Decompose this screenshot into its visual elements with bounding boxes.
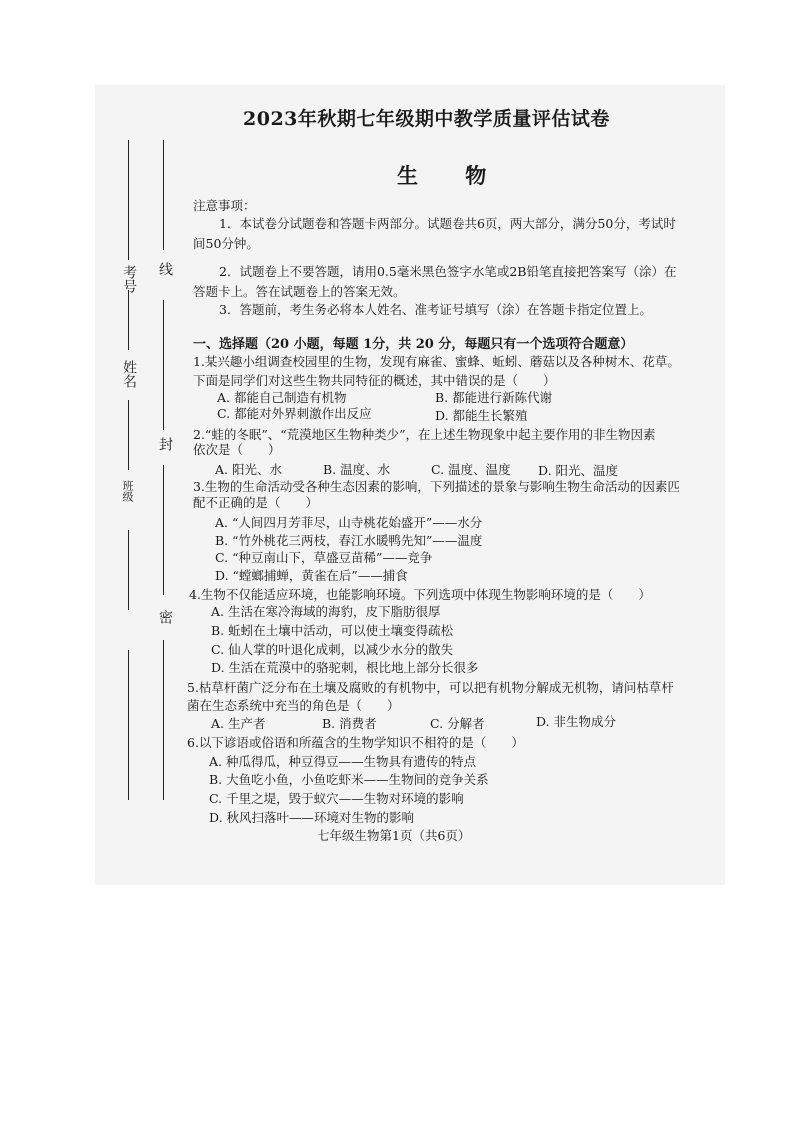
binding-line bbox=[128, 400, 129, 470]
option-c: C. 仙人掌的叶退化成刺，以减少水分的散失 bbox=[211, 642, 454, 657]
binding-line bbox=[163, 300, 164, 430]
question-stem: 3.生物的生命活动受各种生态因素的影响，下列描述的景象与影响生物生命活动的因素匹 bbox=[193, 479, 680, 494]
binding-line bbox=[163, 140, 164, 250]
section-heading: 一、选择题（20 小题，每题 1分，共 20 分，每题只有一个选项符合题意） bbox=[193, 337, 634, 352]
option-c: C. “种豆南山下，草盛豆苗稀”——竞争 bbox=[215, 550, 433, 565]
option-a: A. “人间四月芳菲尽，山寺桃花始盛开”——水分 bbox=[215, 515, 483, 530]
note-line: 1．本试卷分试题卷和答题卡两部分。试题卷共6页，两大部分，满分50分，考试时 bbox=[219, 216, 676, 231]
option-a: A. 都能自己制造有机物 bbox=[217, 390, 347, 405]
binding-line bbox=[163, 640, 164, 800]
option-c: C. 分解者 bbox=[430, 716, 485, 731]
seal-word-line: 线 bbox=[157, 262, 173, 276]
note-line: 间50分钟。 bbox=[193, 236, 259, 251]
binding-line bbox=[163, 465, 164, 595]
option-a: A. 种瓜得瓜，种豆得豆——生物具有遗传的特点 bbox=[209, 754, 476, 769]
option-a: A. 阳光、水 bbox=[215, 462, 282, 477]
binding-line bbox=[128, 650, 129, 800]
seal-word-close: 密 bbox=[157, 610, 173, 624]
notes-heading: 注意事项： bbox=[193, 198, 256, 213]
option-d: D. 都能生长繁殖 bbox=[435, 408, 528, 423]
question-stem: 下面是同学们对这些生物共同特征的概述，其中错误的是（ ） bbox=[193, 373, 556, 388]
option-c: C. 千里之堤，毁于蚁穴——生物对环境的影响 bbox=[209, 791, 464, 806]
binding-line bbox=[128, 530, 129, 610]
page-footer: 七年级生物第1页（共6页） bbox=[317, 828, 471, 843]
question-stem: 2.“蛙的冬眠”、“荒漠地区生物种类少”，在上述生物现象中起主要作用的非生物因素 bbox=[193, 427, 656, 442]
option-b: B. 消费者 bbox=[322, 716, 377, 731]
option-a: A. 生活在寒冷海域的海豹，皮下脂肪很厚 bbox=[211, 604, 441, 619]
exam-title: 2023年秋期七年级期中教学质量评估试卷 bbox=[243, 108, 610, 130]
option-c: C. 温度、温度 bbox=[431, 462, 511, 477]
question-stem: 菌在生态系统中充当的角色是（ ） bbox=[187, 698, 400, 713]
option-d: D. “螳螂捕蝉，黄雀在后”——捕食 bbox=[215, 568, 408, 583]
option-d: D. 秋风扫落叶——环境对生物的影响 bbox=[209, 810, 415, 825]
question-stem: 4.生物不仅能适应环境，也能影响环境。下列选项中体现生物影响环境的是（ ） bbox=[189, 587, 651, 602]
note-line: 3．答题前，考生务必将本人姓名、准考证号填写（涂）在答题卡指定位置上。 bbox=[219, 302, 652, 317]
subject-title: 生 物 bbox=[397, 163, 507, 188]
class-label: 班级 bbox=[121, 480, 134, 502]
question-stem: 配不正确的是（ ） bbox=[193, 495, 319, 510]
option-d: D. 阳光、温度 bbox=[538, 463, 619, 478]
option-b: B. 大鱼吃小鱼，小鱼吃虾米——生物间的竞争关系 bbox=[209, 772, 489, 787]
exam-number-label: 考号 bbox=[121, 265, 137, 293]
option-a: A. 生产者 bbox=[211, 716, 266, 731]
option-d: D. 非生物成分 bbox=[536, 714, 617, 729]
note-line: 2．试题卷上不要答题，请用0.5毫米黑色签字水笔或2B铅笔直接把答案写（涂）在 bbox=[219, 264, 677, 279]
option-b: B. “竹外桃花三两枝，春江水暖鸭先知”——温度 bbox=[215, 533, 483, 548]
note-line: 答题卡上。答在试题卷上的答案无效。 bbox=[193, 284, 406, 299]
option-d: D. 生活在荒漠中的骆驼刺，根比地上部分长很多 bbox=[211, 660, 479, 675]
question-stem: 依次是（ ） bbox=[193, 442, 281, 457]
name-label: 姓名 bbox=[121, 360, 137, 388]
option-b: B. 温度、水 bbox=[323, 462, 391, 477]
seal-word-seal: 封 bbox=[157, 437, 173, 451]
binding-line bbox=[128, 290, 129, 350]
option-b: B. 蚯蚓在土壤中活动，可以使土壤变得疏松 bbox=[211, 623, 454, 638]
binding-line bbox=[128, 140, 129, 260]
question-stem: 5.枯草杆菌广泛分布在土壤及腐败的有机物中，可以把有机物分解成无机物，请问枯草杆 bbox=[187, 680, 674, 695]
option-b: B. 都能进行新陈代谢 bbox=[435, 390, 553, 405]
question-stem: 6.以下谚语或俗语和所蕴含的生物学知识不相符的是（ ） bbox=[187, 735, 524, 750]
option-c: C. 都能对外界刺激作出反应 bbox=[217, 406, 372, 421]
question-stem: 1.某兴趣小组调查校园里的生物，发现有麻雀、蜜蜂、蚯蚓、蘑菇以及各种树木、花草。 bbox=[193, 354, 680, 369]
